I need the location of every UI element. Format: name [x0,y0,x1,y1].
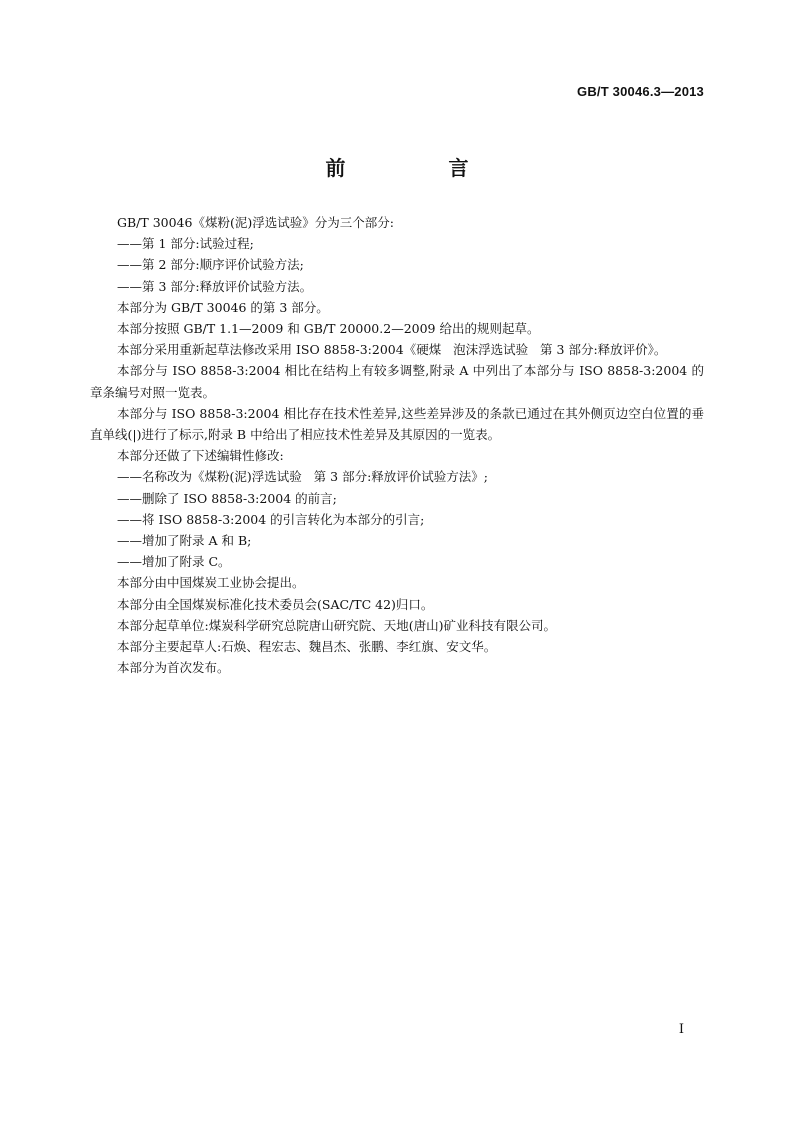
page-title: 前 言 [325,156,517,180]
standard-code: GB/T 30046.3—2013 [577,84,704,99]
paragraph: 本部分为首次发布。 [117,660,230,676]
paragraph: 本部分还做了下述编辑性修改: [117,448,284,464]
paragraph: 本部分为 GB/T 30046 的第 3 部分。 [117,299,329,315]
list-item: ——增加了附录 A 和 B; [117,533,252,549]
paragraph: 本部分主要起草人:石焕、程宏志、魏昌杰、张鹏、李红旗、安文华。 [117,639,497,655]
paragraph: 本部分采用重新起草法修改采用 ISO 8858-3:2004《硬煤 泡沫浮选试验 第 3 部分:释放评价》。 [117,342,667,358]
list-item: ——将 ISO 8858-3:2004 的引言转化为本部分的引言; [117,511,425,527]
list-item: ——名称改为《煤粉(泥)浮选试验 第 3 部分:释放评价试验方法》; [117,469,488,485]
page-number: I [678,1022,684,1037]
paragraph: 本部分起草单位:煤炭科学研究总院唐山研究院、天地(唐山)矿业科技有限公司。 [117,617,556,633]
list-item: ——增加了附录 C。 [117,554,231,570]
paragraph: 本部分由全国煤炭标准化技术委员会(SAC/TC 42)归口。 [117,596,434,612]
list-item: ——第 3 部分:释放评价试验方法。 [117,278,313,294]
paragraph: 本部分按照 GB/T 1.1—2009 和 GB/T 20000.2—2009 给出的规则起草。 [117,321,540,337]
paragraph: 本部分与 ISO 8858-3:2004 相比存在技术性差异,这些差异涉及的条款已通过在其外侧页边空白位置的垂直单线(|)进行了标示,附录 B 中给出了相应技术性差异及其原因的一览表。 [90,405,704,443]
list-item: ——删除了 ISO 8858-3:2004 的前言; [117,490,337,506]
list-item: ——第 1 部分:试验过程; [117,236,254,252]
paragraph: 本部分与 ISO 8858-3:2004 相比在结构上有较多调整,附录 A 中列出了本部分与 ISO 8858-3:2004 的章条编号对照一览表。 [90,363,704,400]
list-item: ——第 2 部分:顺序评价试验方法; [117,257,304,273]
paragraph: 本部分由中国煤炭工业协会提出。 [117,575,305,591]
foreword-body [90,212,704,678]
paragraph: GB/T 30046《煤粉(泥)浮选试验》分为三个部分: [117,215,394,230]
